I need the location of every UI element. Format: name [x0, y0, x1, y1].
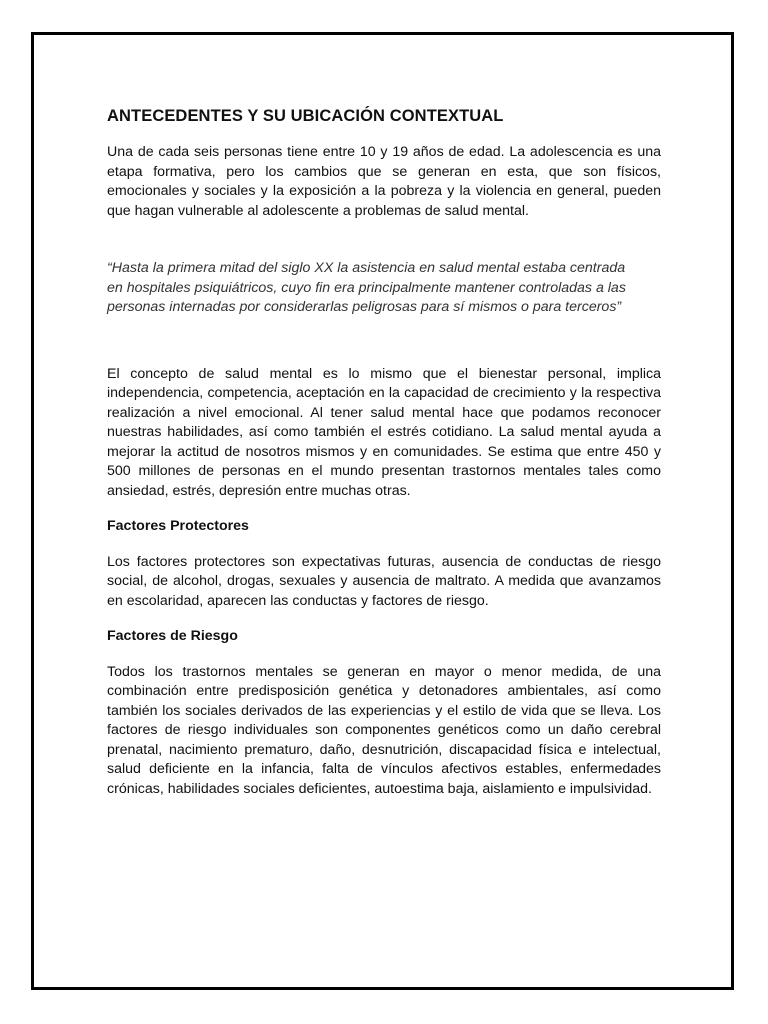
- risk-factors-heading: Factores de Riesgo: [107, 628, 238, 644]
- document-title: ANTECEDENTES Y SU UBICACIÓN CONTEXTUAL: [107, 107, 504, 125]
- quote-block: [107, 259, 661, 318]
- quote-line-3: personas internadas por considerarlas peligrosas para sí mismos o para terceros”: [107, 299, 622, 315]
- concept-paragraph: El concepto de salud mental es lo mismo que el bienestar personal, implica independencia, competencia, aceptación en la capacidad de crecimiento y la respectiva realización a nivel emocional. Al tener salud mental hace que podamos reconocer nuestras habilidades, así como también el estrés cotidiano. La salud mental ayuda a mejorar la actitud de nosotros mismos y en comunidades. Se estima que entre 450 y 500 millones de personas en el mundo presentan trastornos mentales tales como ansiedad, estrés, depresión entre muchas otras.: [107, 365, 661, 499]
- document-body: [107, 106, 661, 799]
- protective-factors-paragraph: Los factores protectores son expectativas futuras, ausencia de conductas de riesgo social, de alcohol, drogas, sexuales y ausencia de maltrato. A medida que avanzamos en escolaridad, aparecen las conductas y factores de riesgo.: [107, 553, 661, 609]
- quote-line-2: en hospitales psiquiátricos, cuyo fin era principalmente mantener controladas a las: [107, 279, 626, 296]
- intro-paragraph: Una de cada seis personas tiene entre 10 y 19 años de edad. La adolescencia es una etapa formativa, pero los cambios que se generan en esta, que son físicos, emocionales y sociales y la exposición a la pobreza y la violencia en general, pueden que hagan vulnerable al adolescente a problemas de salud mental.: [107, 144, 661, 219]
- protective-factors-heading: Factores Protectores: [107, 518, 249, 534]
- risk-factors-paragraph: Todos los trastornos mentales se generan en mayor o menor medida, de una combinación entre predisposición genética y detonadores ambientales, así como también los sociales derivados de las experiencias y el estilo de vida que se lleva. Los factores de riesgo individuales son componentes genéticos como un daño cerebral prenatal, nacimiento prematuro, daño, desnutrición, discapacidad física e intelectual, salud deficiente en la infancia, falta de vínculos afectivos estables, enfermedades crónicas, habilidades sociales deficientes, autoestima baja, aislamiento e impulsividad.: [107, 663, 661, 797]
- quote-line-1: “Hasta la primera mitad del siglo XX la asistencia en salud mental estaba centrada: [107, 260, 626, 276]
